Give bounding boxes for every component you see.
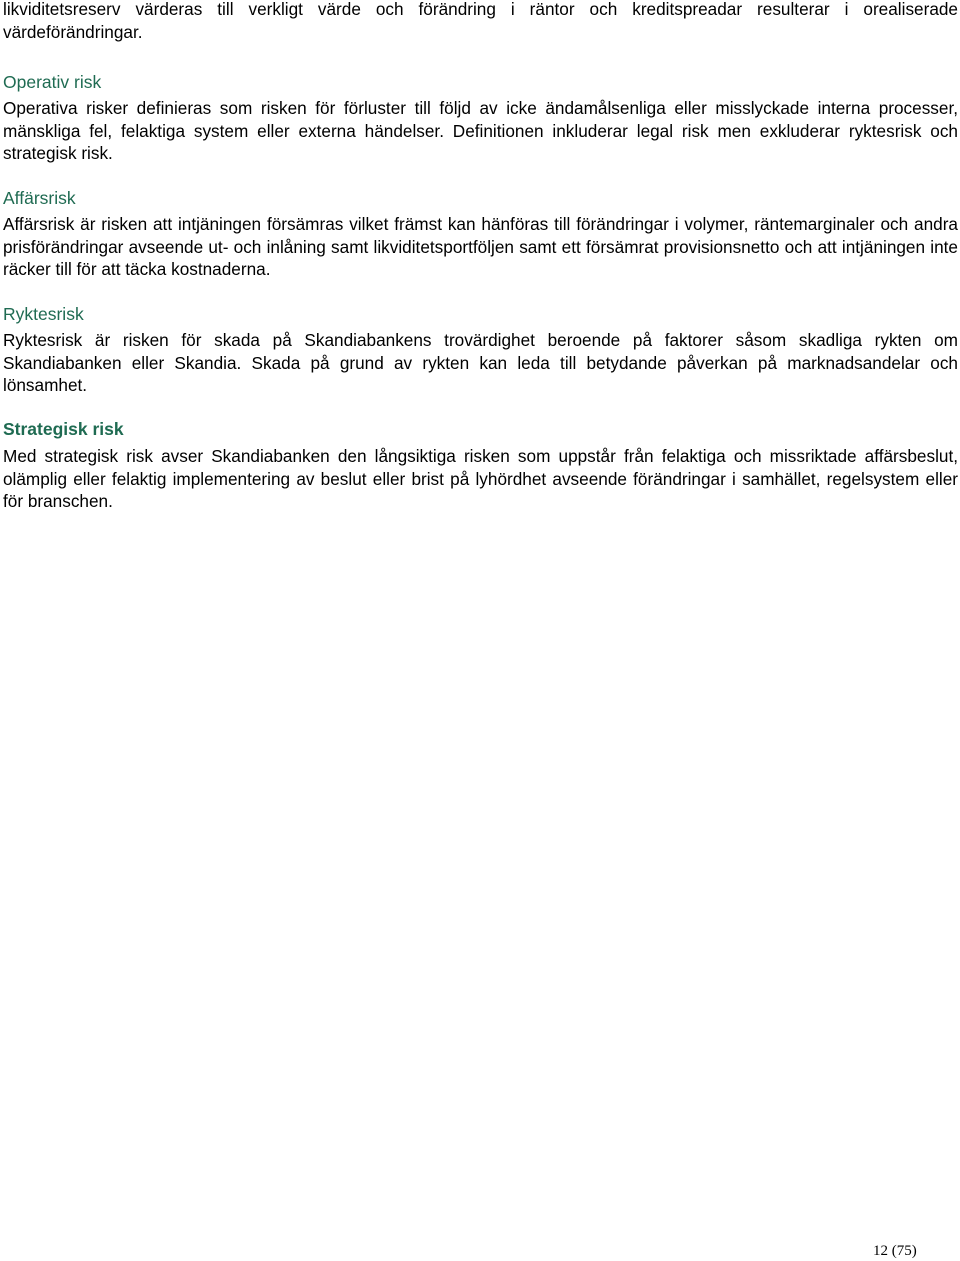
section-heading-ryktesrisk: Ryktesrisk xyxy=(3,304,84,324)
section-heading-strategisk-risk: Strategisk risk xyxy=(3,419,124,439)
page-number: 12 (75) xyxy=(873,1243,917,1259)
section-heading-operativ-risk: Operativ risk xyxy=(3,72,102,92)
section-body-affarsrisk: Affärsrisk är risken att intjäningen försämras vilket främst kan hänföras till förändringar i volymer, räntemarginaler och andra prisförändringar avseende ut- och inlåning samt likviditetsportföljen samt ett försämrat provisionsnetto och att intjäningen inte räcker till för att täcka kostnaderna. xyxy=(3,214,958,280)
section-body-operativ-risk: Operativa risker definieras som risken för förluster till följd av icke ändamålsenliga eller misslyckade interna processer, mänskliga fel, felaktiga system eller externa händelser. Definitionen inkluderar legal risk men exkluderar ryktesrisk och strategisk risk. xyxy=(3,98,958,164)
section-body-ryktesrisk: Ryktesrisk är risken för skada på Skandiabankens trovärdighet beroende på faktorer såsom skadliga rykten om Skandiabanken eller Skandia. Skada på grund av rykten kan leda till betydande påverkan på marknadsandelar och lönsamhet. xyxy=(3,330,958,396)
section-heading-affarsrisk: Affärsrisk xyxy=(3,188,76,208)
intro-paragraph: likviditetsreserv värderas till verkligt värde och förändring i räntor och kreditspreadar resulterar i orealiserade värdeförändringar. xyxy=(3,0,958,42)
section-body-strategisk-risk: Med strategisk risk avser Skandiabanken den långsiktiga risken som uppstår från felaktiga och missriktade affärsbeslut, olämplig eller felaktig implementering av beslut eller brist på lyhördhet avseende förändringar i samhället, regelsystem eller för branschen. xyxy=(3,446,958,512)
